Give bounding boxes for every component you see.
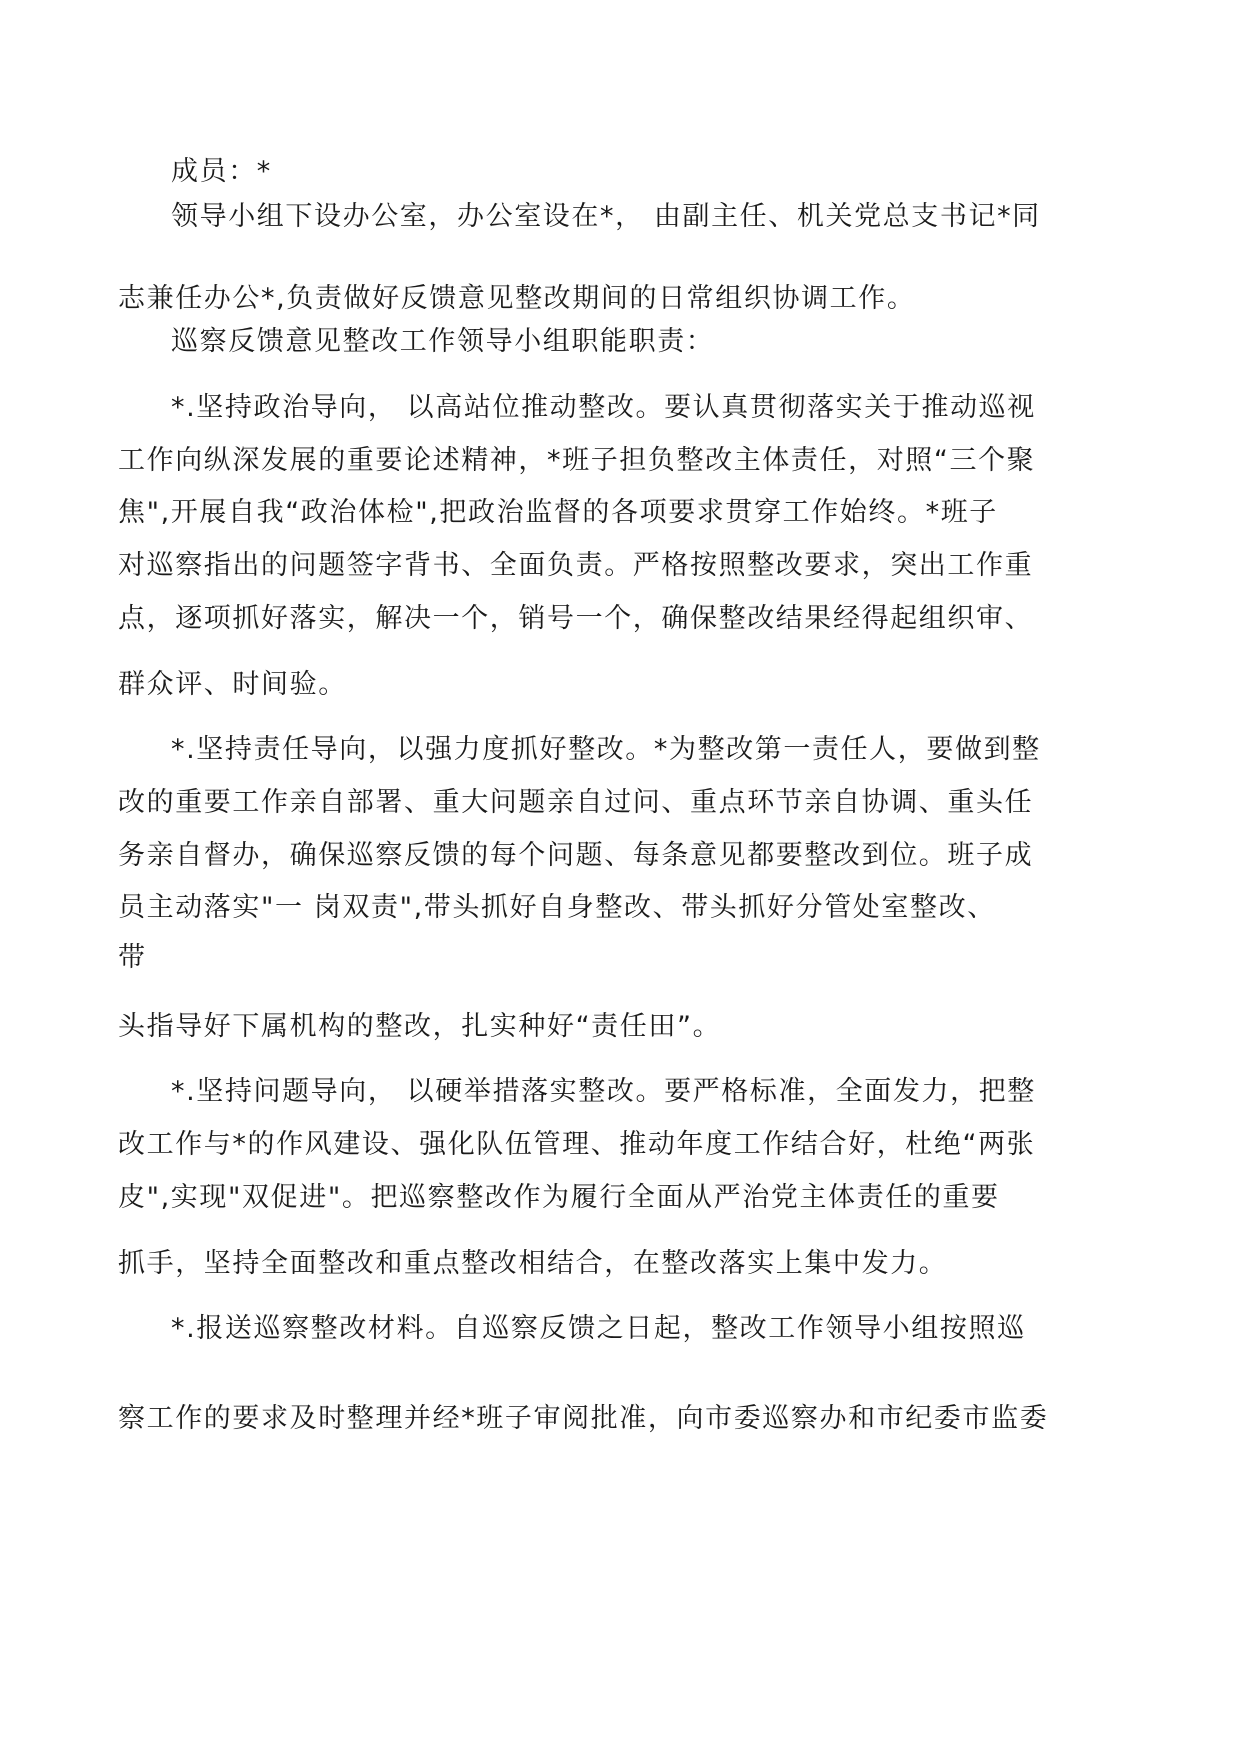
text-line: 对巡察指出的问题签字背书、全面负责。严格按照整改要求，突出工作重: [118, 550, 1034, 581]
text-line: 巡察反馈意见整改工作领导小组职能职责：: [171, 326, 715, 357]
text-line: 皮",实现"双促进"。把巡察整改作为履行全面从严治党主体责任的重要: [118, 1182, 1000, 1213]
text-line: *.坚持问题导向， 以硬举措落实整改。要严格标准，全面发力，把整: [171, 1076, 1036, 1107]
text-line: *.坚持责任导向，以强力度抓好整改。*为整改第一责任人，要做到整: [171, 734, 1041, 765]
text-line: 成员：*: [171, 156, 272, 187]
text-line: *.报送巡察整改材料。自巡察反馈之日起，整改工作领导小组按照巡: [171, 1313, 1026, 1344]
text-line: 志兼任办公*,负责做好反馈意见整改期间的日常组织协调工作。: [118, 283, 916, 314]
text-line: 察工作的要求及时整理并经*班子审阅批准，向市委巡察办和市纪委市监委: [118, 1403, 1049, 1434]
text-line: 焦",开展自我“政治体检",把政治监督的各项要求贯穿工作始终。*班子: [118, 497, 998, 528]
text-line: *.坚持政治导向， 以高站位推动整改。要认真贯彻落实关于推动巡视: [171, 392, 1036, 423]
text-line: 改的重要工作亲自部署、重大问题亲自过问、重点环节亲自协调、重头任: [118, 787, 1034, 818]
text-line: 点，逐项抓好落实，解决一个，销号一个，确保整改结果经得起组织审、: [118, 603, 1034, 634]
text-line: 抓手，坚持全面整改和重点整改相结合，在整改落实上集中发力。: [118, 1248, 948, 1279]
text-line: 务亲自督办，确保巡察反馈的每个问题、每条意见都要整改到位。班子成: [118, 840, 1034, 871]
text-line: 头指导好下属机构的整改，扎实种好“责任田”。: [118, 1011, 722, 1042]
text-line: 员主动落实"一 岗双责",带头抓好自身整改、带头抓好分管处室整改、: [118, 892, 996, 923]
text-line: 领导小组下设办公室，办公室设在*， 由副主任、机关党总支书记*同: [171, 201, 1041, 232]
text-line: 群众评、时间验。: [118, 669, 347, 700]
text-line: 改工作与*的作风建设、强化队伍管理、推动年度工作结合好，杜绝“两张: [118, 1129, 1036, 1160]
text-line: 带: [118, 942, 147, 973]
text-line: 工作向纵深发展的重要论述精神，*班子担负整改主体责任，对照“三个聚: [118, 445, 1036, 476]
